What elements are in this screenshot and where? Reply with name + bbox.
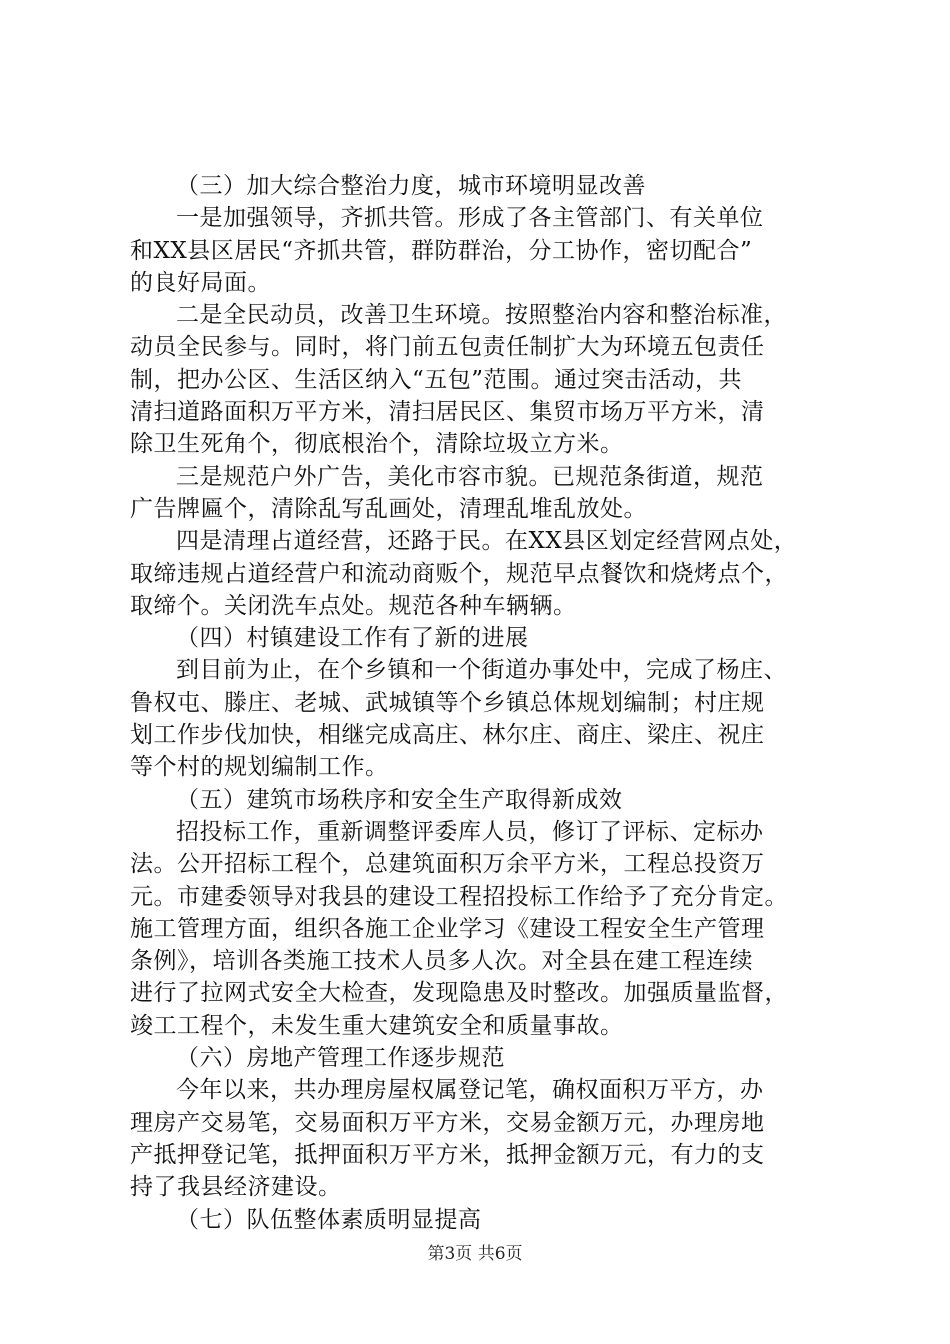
text-line: 招投标工作，重新调整评委库人员，修订了评标、定标办 (176, 818, 764, 845)
text-line: 等个村的规划编制工作。 (130, 754, 389, 781)
text-line: 产抵押登记笔，抵押面积万平方米，抵押金额万元，有力的支 (130, 1141, 765, 1168)
text-line: 一是加强领导，齐抓共管。形成了各主管部门、有关单位 (176, 205, 764, 232)
text-line: 理房产交易笔，交易面积万平方米，交易金额万元，办理房地 (130, 1109, 765, 1136)
text-line: 今年以来，共办理房屋权属登记笔，确权面积万平方，办 (176, 1077, 764, 1104)
text-line: 法。公开招标工程个，总建筑面积万余平方米，工程总投资万 (130, 851, 765, 878)
text-line: 三是规范户外广告，美化市容市貌。已规范条街道，规范 (176, 463, 764, 490)
text-line: 划工作步伐加快，相继完成高庄、林尔庄、商庄、梁庄、祝庄 (130, 722, 765, 749)
text-line: （三）加大综合整治力度，城市环境明显改善 (176, 173, 646, 199)
text-line: 取缔违规占道经营户和流动商贩个，规范早点餐饮和烧烤点个， (130, 560, 788, 587)
text-line: 进行了拉网式安全大检查，发现隐患及时整改。加强质量监督， (130, 980, 788, 1007)
text-line: 四是清理占道经营，还路于民。在XX县区划定经营网点处， (176, 528, 798, 555)
text-line: 广告牌匾个，清除乱写乱画处，清理乱堆乱放处。 (130, 495, 647, 522)
page-footer: 第3页 共6页 (427, 1244, 523, 1264)
text-line: 到目前为止，在个乡镇和一个街道办事处中，完成了杨庄、 (176, 657, 787, 684)
text-line: 除卫生死角个，彻底根治个，清除垃圾立方米。 (130, 431, 624, 458)
text-line: （四）村镇建设工作有了新的进展 (176, 625, 529, 652)
text-line: 竣工工程个，未发生重大建筑安全和质量事故。 (130, 1012, 624, 1039)
text-line: （七）队伍整体素质明显提高 (176, 1206, 482, 1233)
text-line: （五）建筑市场秩序和安全生产取得新成效 (176, 786, 623, 813)
text-line: 条例》，培训各类施工技术人员多人次。对全县在建工程连续 (130, 948, 753, 975)
text-line: 施工管理方面，组织各施工企业学习《建设工程安全生产管理 (130, 915, 765, 942)
text-line: 元。市建委领导对我县的建设工程招投标工作给予了充分肯定。 (130, 883, 788, 910)
text-line: 和XX县区居民“齐抓共管，群防群治，分工协作，密切配合” (130, 237, 753, 264)
text-line: 取缔个。关闭洗车点处。规范各种车辆辆。 (130, 592, 577, 619)
text-line: 鲁权屯、滕庄、老城、武城镇等个乡镇总体规划编制；村庄规 (130, 689, 765, 716)
text-line: 制，把办公区、生活区纳入“五包”范围。通过突击活动，共 (130, 366, 743, 393)
text-line: 二是全民动员，改善卫生环境。按照整治内容和整治标准， (176, 302, 787, 329)
text-line: 持了我县经济建设。 (130, 1174, 342, 1201)
text-line: 动员全民参与。同时，将门前五包责任制扩大为环境五包责任 (130, 334, 765, 361)
document-body (130, 170, 830, 1236)
text-line: 的良好局面。 (130, 269, 271, 296)
text-line: （六）房地产管理工作逐步规范 (176, 1045, 505, 1072)
text-line: 清扫道路面积万平方米，清扫居民区、集贸市场万平方米，清 (130, 399, 765, 426)
